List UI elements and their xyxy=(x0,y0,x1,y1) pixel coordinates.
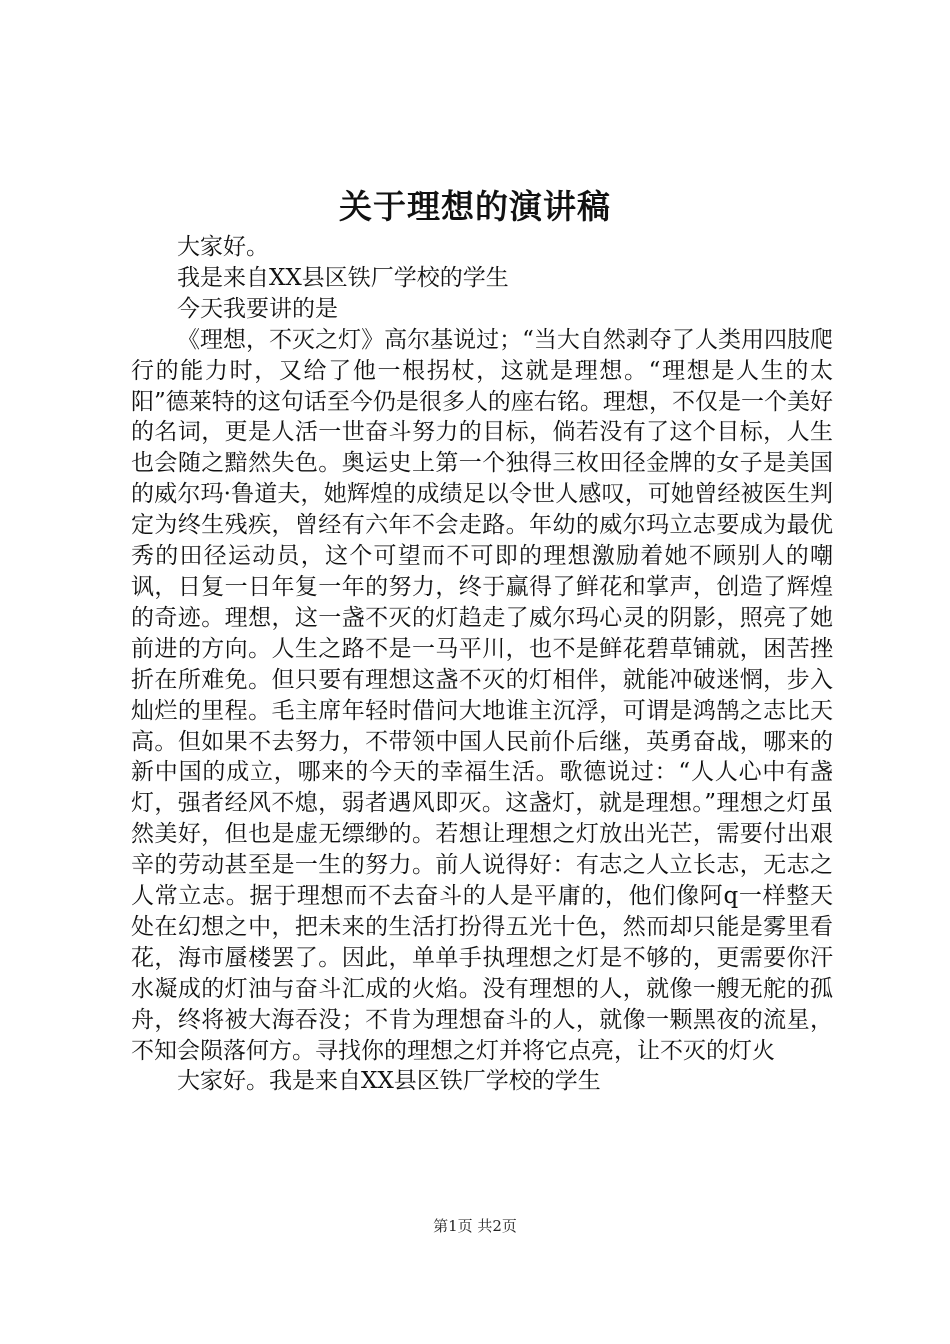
paragraph-main-body: 《理想，不灭之灯》高尔基说过；“当大自然剥夺了人类用四肢爬行的能力时，又给了他一根拐杖，这就是理想。“理想是人生的太阳”德莱特的这句话至今仍是很多人的座右铭。理想，不仅是一个美好的名词，更是人活一世奋斗努力的目标，倘若没有了这个目标，人生也会随之黯然失色。奥运史上第一个独得三枚田径金牌的女子是美国的威尔玛·鲁道夫，她辉煌的成绩足以令世人感叹，可她曾经被医生判定为终生残疾，曾经有六年不会走路。年幼的威尔玛立志要成为最优秀的田径运动员，这个可望而不可即的理想激励着她不顾别人的嘲讽，日复一日年复一年的努力，终于赢得了鲜花和掌声，创造了辉煌的奇迹。理想，这一盏不灭的灯趋走了威尔玛心灵的阴影，照亮了她前进的方向。人生之路不是一马平川，也不是鲜花碧草铺就，困苦挫折在所难免。但只要有理想这盏不灭的灯相伴，就能冲破迷惘，步入灿烂的里程。毛主席年轻时借问大地谁主沉浮，可谓是鸿鹄之志比天高。但如果不去努力，不带领中国人民前仆后继，英勇奋战，哪来的新中国的成立，哪来的今天的幸福生活。歌德说过：“人人心中有盏灯，强者经风不熄，弱者遇风即灭。这盏灯，就是理想。”理想之灯虽然美好，但也是虚无缥缈的。若想让理想之灯放出光芒，需要付出艰辛的劳动甚至是一生的努力。前人说得好：有志之人立长志，无志之人常立志。据于理想而不去奋斗的人是平庸的，他们像阿q一样整天处在幻想之中，把未来的生活打扮得五光十色，然而却只能是雾里看花，海市蜃楼罢了。因此，单单手执理想之灯是不够的，更需要你汗水凝成的灯油与奋斗汇成的火焰。没有理想的人，就像一艘无舵的孤舟，终将被大海吞没；不肯为理想奋斗的人，就像一颗黑夜的流星，不知会陨落何方。寻找你的理想之灯并将它点亮，让不灭的灯火 xyxy=(131,326,833,1064)
paragraph-topic: 今天我要讲的是 xyxy=(177,295,338,322)
page-number-footer: 第1页 共2页 xyxy=(433,1217,517,1235)
paragraph-greeting: 大家好。 xyxy=(177,234,269,260)
paragraph-introduction: 我是来自XX县区铁厂学校的学生 xyxy=(177,264,509,291)
paragraph-closing: 大家好。我是来自XX县区铁厂学校的学生 xyxy=(177,1068,601,1095)
document-title: 关于理想的演讲稿 xyxy=(339,187,611,226)
document-body xyxy=(131,232,833,1097)
